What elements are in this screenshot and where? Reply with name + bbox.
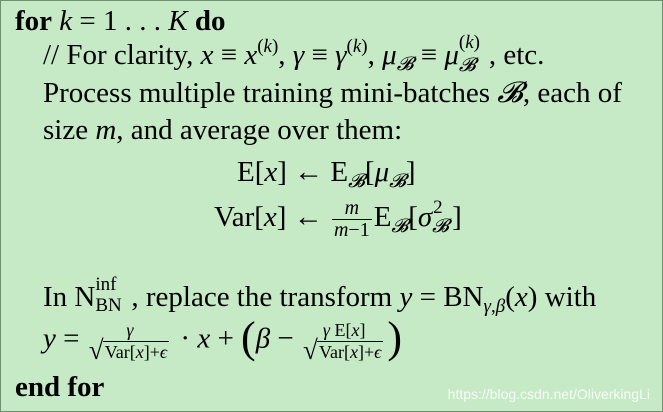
bessel-fraction: $\frac{m}{m-1}$ xyxy=(333,197,370,241)
replace-text: , replace the transform xyxy=(131,281,393,313)
loop-range: = 1 . . . K xyxy=(79,5,188,37)
for-keyword: for xyxy=(15,5,53,37)
gamma-fraction: γ √ Var[x]+ϵ xyxy=(88,319,168,365)
with-text: with xyxy=(544,281,597,313)
inference-transform: y = γ √ Var[x]+ϵ · x + (β − γ E[x] √ Var[x]+ϵ ) xyxy=(43,313,403,365)
process-text-4: , and average over them: xyxy=(116,114,403,146)
comment-line: // For clarity, $x \equiv x^{(k)}$, $\gamma \equiv \gamma^{(k)}$, $\mu_𝓑 \equiv \mu$ (k) 𝓑 , etc. xyxy=(43,32,545,77)
shift-fraction: γ E[x] √ Var[x]+ϵ xyxy=(303,319,382,365)
comment-prefix: // For clarity, xyxy=(43,39,194,71)
process-line-2: size m, and average over them: xyxy=(43,114,403,146)
process-line-1: Process multiple training mini-batches 𝓑, each of xyxy=(43,77,622,109)
watermark: https://blog.csdn.net/OliverkingLi xyxy=(447,386,650,402)
process-text-3: size xyxy=(43,114,89,146)
replace-line: In N inf BN , replace the transform $y = BN_{\gamma,\beta}(x)$ with xyxy=(43,274,597,317)
end-for-line: end for xyxy=(15,371,105,403)
mean-equation: E[x] ← $E_𝓑[\mu_𝓑]$ xyxy=(237,156,416,192)
in-text: In N xyxy=(43,281,96,313)
do-keyword: do xyxy=(194,5,226,37)
variance-equation: Var[x] ← $\frac{m}{m-1}$ $E_𝓑[\sigma$ 2 𝓑 ] xyxy=(214,196,462,241)
process-text-2: , each of xyxy=(522,77,622,109)
comment-suffix: , etc. xyxy=(488,39,545,71)
process-text-1: Process multiple training mini-batches xyxy=(43,77,490,109)
for-line xyxy=(15,7,226,36)
loop-var: k xyxy=(59,5,73,37)
